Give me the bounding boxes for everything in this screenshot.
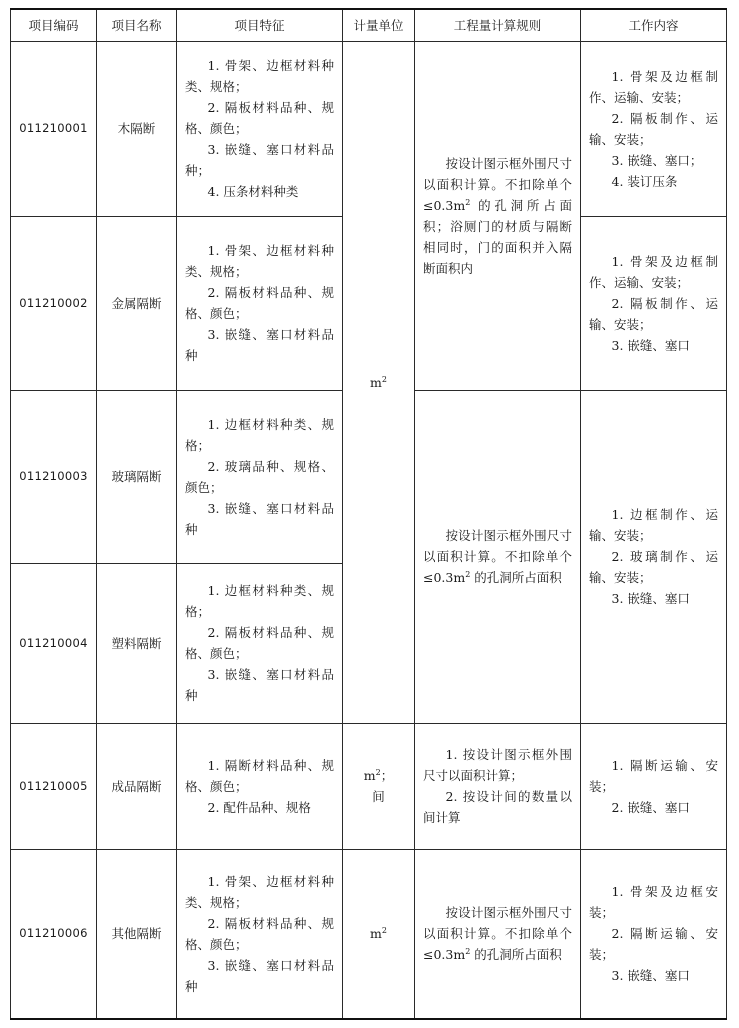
header-item-code: 项目编码 xyxy=(11,9,97,41)
header-calc-rule: 工程量计算规则 xyxy=(415,9,581,41)
item-features xyxy=(177,563,343,723)
feature-line: 1. 边框材料种类、规格； xyxy=(185,583,334,619)
rule-text-post: 的孔洞所占面积；浴厕门的材质与隔断相同时，门的面积并入隔断面积内 xyxy=(423,197,572,276)
rule-text-pre: 按设计图示框外围尺寸以面积计算。不扣除单个≤0.3m xyxy=(423,528,572,585)
calc-rule-text xyxy=(423,525,572,588)
table-row xyxy=(11,723,727,849)
work-content-group-b xyxy=(581,390,727,723)
rule-line: 1. 按设计图示框外围尺寸以面积计算； xyxy=(423,747,572,783)
rule-text-sup: 2 xyxy=(465,197,471,207)
work-line: 1. 边框制作、运输、安装； xyxy=(589,507,718,543)
item-name: 玻璃隔断 xyxy=(97,390,177,563)
feature-line: 1. 隔断材料品种、规格、颜色； xyxy=(185,757,334,794)
feature-line: 3. 嵌缝、塞口材料品种 xyxy=(185,500,334,537)
work-line: 1. 骨架及边框制作、运输、安装； xyxy=(589,253,718,290)
unit-base: m xyxy=(363,768,376,783)
table-row xyxy=(11,41,727,216)
item-name: 塑料隔断 xyxy=(97,563,177,723)
item-name: 木隔断 xyxy=(97,41,177,216)
work-line: 2. 玻璃制作、运输、安装； xyxy=(589,549,718,585)
item-name: 其他隔断 xyxy=(97,849,177,1019)
work-line: 2. 隔板制作、运输、安装； xyxy=(589,110,718,147)
item-code: 011210006 xyxy=(11,849,97,1019)
item-features xyxy=(177,216,343,390)
unit-base: m xyxy=(370,926,382,942)
unit-sup: 2 xyxy=(375,768,381,777)
calc-rule-group-a xyxy=(415,41,581,390)
item-features xyxy=(177,849,343,1019)
header-unit: 计量单位 xyxy=(343,9,415,41)
item-name: 成品隔断 xyxy=(97,723,177,849)
item-code: 011210005 xyxy=(11,723,97,849)
work-line: 1. 隔断运输、安装； xyxy=(589,757,718,794)
work-line: 3. 嵌缝、塞口 xyxy=(611,337,690,353)
unit-base: m xyxy=(370,374,382,390)
work-line: 3. 嵌缝、塞口 xyxy=(611,591,690,606)
rule-text-post: 的孔洞所占面积 xyxy=(470,947,562,963)
rule-text-pre: 按设计图示框外围尺寸以面积计算。不扣除单个≤0.3m xyxy=(423,155,572,213)
item-features xyxy=(177,390,343,563)
work-line: 3. 嵌缝、塞口 xyxy=(611,968,690,984)
work-content xyxy=(581,723,727,849)
rule-text-sup: 2 xyxy=(465,947,471,957)
feature-line: 1. 骨架、边框材料种类、规格； xyxy=(185,243,334,279)
item-name: 金属隔断 xyxy=(97,216,177,390)
rule-text-pre: 按设计图示框外围尺寸以面积计算。不扣除单个≤0.3m xyxy=(423,905,572,963)
item-code: 011210001 xyxy=(11,41,97,216)
calc-rule xyxy=(415,849,581,1019)
work-content xyxy=(581,849,727,1019)
unit-sup: 2 xyxy=(381,926,387,936)
unit-sup: 2 xyxy=(381,374,387,384)
calc-rule-text xyxy=(423,902,572,965)
work-line: 2. 隔断运输、安装； xyxy=(589,926,718,963)
rule-text-sup: 2 xyxy=(465,570,471,579)
work-line: 2. 嵌缝、塞口 xyxy=(611,799,690,815)
shared-unit xyxy=(343,41,415,723)
feature-line: 2. 隔板材料品种、规格、颜色； xyxy=(185,100,334,136)
calc-rule xyxy=(415,723,581,849)
header-work-content: 工作内容 xyxy=(581,9,727,41)
calc-rule-group-b xyxy=(415,390,581,723)
header-row xyxy=(11,9,727,41)
feature-line: 2. 隔板材料品种、规格、颜色； xyxy=(185,915,334,952)
bill-of-quantities-table xyxy=(10,8,727,1020)
feature-line: 1. 边框材料种类、规格； xyxy=(185,416,334,453)
feature-line: 4. 压条材料种类 xyxy=(207,184,299,199)
item-code: 011210004 xyxy=(11,563,97,723)
feature-line: 2. 隔板材料品种、规格、颜色； xyxy=(185,285,334,321)
item-features xyxy=(177,723,343,849)
feature-line: 1. 骨架、边框材料种类、规格； xyxy=(185,58,334,94)
feature-line: 3. 嵌缝、塞口材料品种； xyxy=(185,142,334,178)
work-line: 4. 装订压条 xyxy=(611,173,678,189)
item-features xyxy=(177,41,343,216)
work-line: 3. 嵌缝、塞口； xyxy=(611,152,703,168)
work-line: 1. 骨架及边框制作、运输、安装； xyxy=(589,68,718,105)
feature-line: 2. 隔板材料品种、规格、颜色； xyxy=(185,625,334,661)
feature-line: 3. 嵌缝、塞口材料品种 xyxy=(185,667,334,703)
item-unit xyxy=(343,723,415,849)
work-line: 1. 骨架及边框安装； xyxy=(589,884,718,921)
header-item-features: 项目特征 xyxy=(177,9,343,41)
rule-line: 2. 按设计间的数量以间计算 xyxy=(423,789,572,825)
work-content xyxy=(581,41,727,216)
feature-line: 3. 嵌缝、塞口材料品种 xyxy=(185,957,334,994)
work-content xyxy=(581,216,727,390)
item-code: 011210003 xyxy=(11,390,97,563)
table-row xyxy=(11,849,727,1019)
feature-line: 2. 配件品种、规格 xyxy=(207,799,311,815)
feature-line: 3. 嵌缝、塞口材料品种 xyxy=(185,327,334,363)
rule-text-post: 的孔洞所占面积 xyxy=(470,570,562,585)
item-code: 011210002 xyxy=(11,216,97,390)
calc-rule-text xyxy=(423,153,572,279)
unit-alt: 间 xyxy=(372,789,385,804)
feature-line: 2. 玻璃品种、规格、颜色； xyxy=(185,458,334,495)
work-line: 2. 隔板制作、运输、安装； xyxy=(589,295,718,332)
item-unit xyxy=(343,849,415,1019)
unit-sep: ； xyxy=(380,768,394,783)
header-item-name: 项目名称 xyxy=(97,9,177,41)
feature-line: 1. 骨架、边框材料种类、规格； xyxy=(185,873,334,910)
